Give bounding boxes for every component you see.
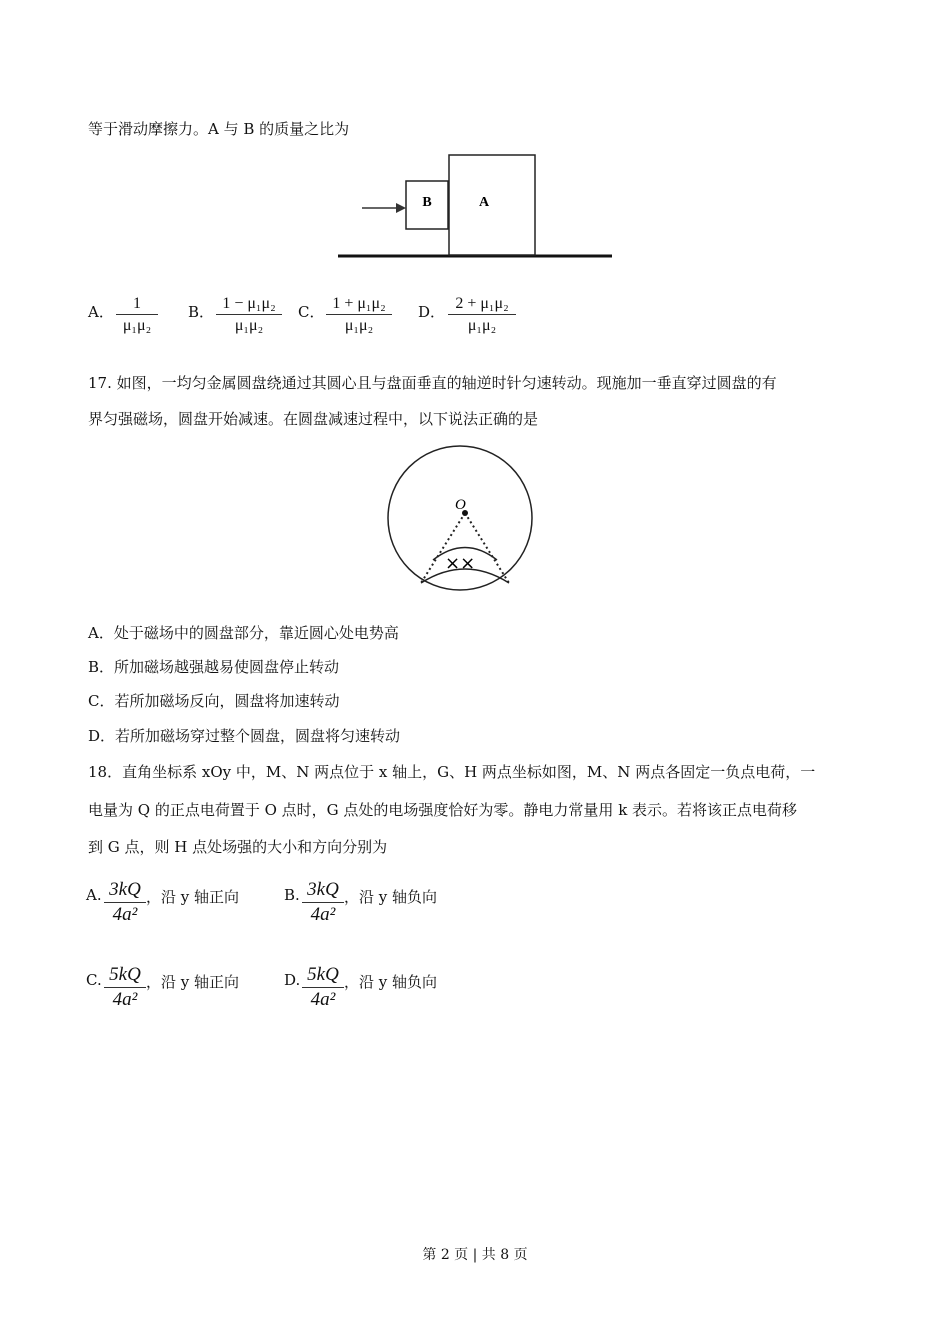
q18-option-a-label: A. bbox=[86, 886, 102, 904]
q16-option-b-label: B． bbox=[188, 303, 215, 321]
q18-option-b-label: B. bbox=[284, 886, 300, 904]
q18-option-a-fraction: 3kQ 4a² bbox=[104, 878, 146, 927]
block-a bbox=[449, 155, 535, 255]
q16-option-b-fraction: 1 − μ₁μ₂ μ₁μ₂ bbox=[216, 294, 282, 337]
q18-option-d-fraction: 5kQ 4a² bbox=[302, 963, 344, 1012]
q18-option-d-label: D. bbox=[284, 971, 301, 989]
q16-blocks-figure bbox=[330, 150, 620, 265]
q16-option-a-label: A． bbox=[88, 303, 114, 321]
page-footer: 第 2 页 | 共 8 页 bbox=[422, 1247, 528, 1263]
q18-option-d-text: ，沿 y 轴负向 bbox=[344, 973, 438, 991]
q16-option-d-label: D． bbox=[418, 303, 446, 321]
center-label: O bbox=[455, 497, 466, 513]
q18-stem-line-2: 电量为 Q 的正点电荷置于 O 点时，G 点处的电场强度恰好为零。静电力常量用 k 表示。若将该正点电荷移 bbox=[88, 801, 798, 819]
q18-option-c-label: C. bbox=[86, 971, 102, 989]
q18-stem-line-3: 到 G 点，则 H 点处场强的大小和方向分别为 bbox=[88, 838, 388, 856]
arrow-head-icon bbox=[396, 203, 406, 213]
q17-disk-figure bbox=[385, 443, 535, 593]
q18-option-c-fraction: 5kQ 4a² bbox=[104, 963, 146, 1012]
q18-option-b-fraction: 3kQ 4a² bbox=[302, 878, 344, 927]
q17-stem-line-1: 17. 如图，一均匀金属圆盘绕通过其圆心且与盘面垂直的轴逆时针匀速转动。现施加一垂直穿过圆盘的有 bbox=[88, 374, 777, 392]
q17-stem-line-2: 界匀强磁场，圆盘开始减速。在圆盘减速过程中，以下说法正确的是 bbox=[88, 410, 539, 428]
q18-option-c-text: ，沿 y 轴正向 bbox=[146, 973, 240, 991]
q18-option-b-text: ，沿 y 轴负向 bbox=[344, 888, 438, 906]
q18-stem-line-1: 18．直角坐标系 xOy 中，M、N 两点位于 x 轴上，G、H 两点坐标如图，M、N 两点各固定一负点电荷，一 bbox=[88, 763, 816, 781]
q16-option-c-fraction: 1 + μ₁μ₂ μ₁μ₂ bbox=[326, 294, 392, 337]
q17-option-d: D．若所加磁场穿过整个圆盘，圆盘将匀速转动 bbox=[88, 727, 401, 745]
q18-option-a-text: ，沿 y 轴正向 bbox=[146, 888, 240, 906]
block-a-label: A bbox=[478, 195, 490, 210]
q17-option-c: C．若所加磁场反向，圆盘将加速转动 bbox=[88, 692, 340, 710]
q16-option-a-fraction: 1 μ₁μ₂ bbox=[116, 294, 158, 337]
field-marks: ×× bbox=[445, 553, 476, 574]
block-b-label: B bbox=[422, 195, 432, 210]
q16-option-d-fraction: 2 + μ₁μ₂ μ₁μ₂ bbox=[448, 294, 516, 337]
q16-tail-text: 等于滑动摩擦力。A 与 B 的质量之比为 bbox=[88, 120, 350, 138]
q17-option-a: A．处于磁场中的圆盘部分，靠近圆心处电势高 bbox=[88, 624, 399, 642]
q17-option-b: B．所加磁场越强越易使圆盘停止转动 bbox=[88, 658, 340, 676]
q16-option-c-label: C． bbox=[298, 303, 325, 321]
